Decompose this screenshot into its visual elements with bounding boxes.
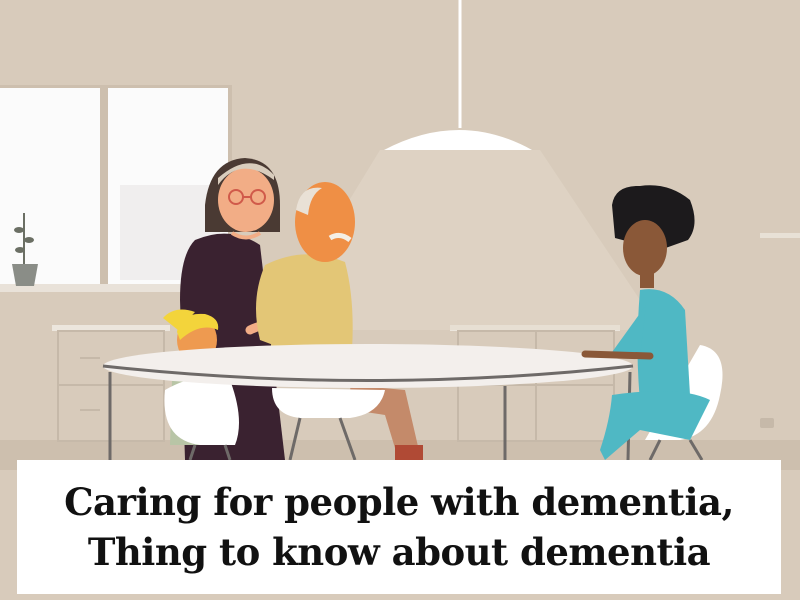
caption-line-2: Thing to know about dementia xyxy=(87,530,711,574)
caption-line-1: Caring for people with dementia, xyxy=(64,480,734,524)
wall-shelf xyxy=(760,233,800,238)
wall-outlet xyxy=(760,418,774,428)
caption-box xyxy=(17,460,781,594)
